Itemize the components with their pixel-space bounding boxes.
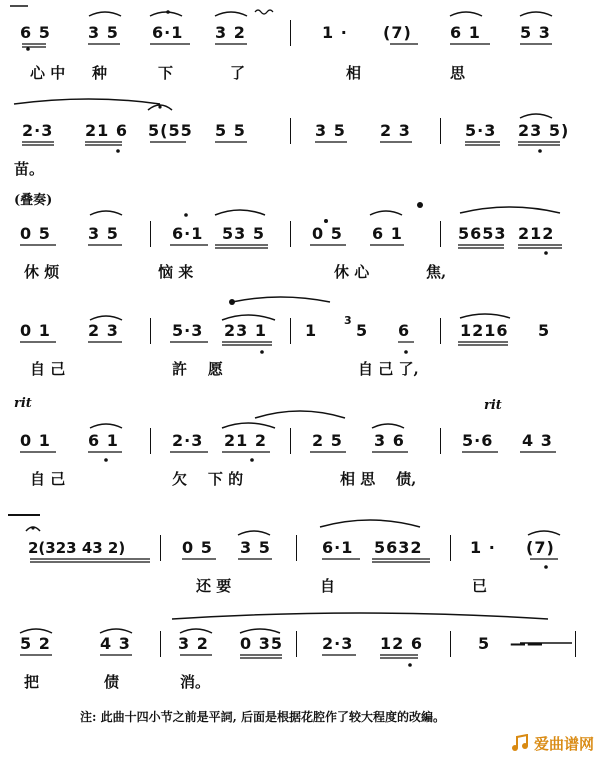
note-group: 6 1 bbox=[88, 431, 119, 450]
barline bbox=[290, 221, 291, 247]
lyric: 还 要 bbox=[196, 577, 232, 595]
note-group: 5·3 bbox=[465, 121, 497, 140]
section-label: (叠奏) bbox=[14, 193, 53, 208]
note-group: 3 5 bbox=[240, 538, 271, 557]
note-group: 3 5 bbox=[88, 224, 119, 243]
note-group: 0 1 bbox=[20, 321, 51, 340]
line-4-slurs bbox=[0, 290, 600, 390]
barline bbox=[290, 428, 291, 454]
barline bbox=[450, 535, 451, 561]
note-group: 4 3 bbox=[100, 634, 131, 653]
note-group: 2·3 bbox=[172, 431, 204, 450]
note-group: 21 6 bbox=[85, 121, 128, 140]
note-group: 5 —— bbox=[478, 634, 544, 653]
note-group: 6 bbox=[398, 321, 411, 340]
note-group: 5 bbox=[356, 321, 369, 340]
barline bbox=[160, 535, 161, 561]
note-group: 1 bbox=[305, 321, 318, 340]
note-group: 6·1 bbox=[152, 23, 184, 42]
lyric: 欠 下 的 bbox=[172, 470, 244, 488]
logo-text: 爱曲谱网 bbox=[533, 735, 594, 753]
note-group: 6·1 bbox=[172, 224, 204, 243]
note-group: 5 2 bbox=[20, 634, 51, 653]
lyric: 下 bbox=[158, 64, 174, 82]
note-group: (7) bbox=[383, 23, 412, 42]
barline bbox=[296, 631, 297, 657]
note-group: 3 5 bbox=[315, 121, 346, 140]
line-1-slurs bbox=[0, 0, 600, 90]
lyric: 心 中 bbox=[30, 64, 66, 82]
note-group: 5·6 bbox=[462, 431, 494, 450]
barline bbox=[440, 118, 441, 144]
barline bbox=[150, 318, 151, 344]
note-group: (7) bbox=[526, 538, 555, 557]
note-group: 6 1 bbox=[450, 23, 481, 42]
lyric: 相 bbox=[346, 64, 362, 82]
note-group: 0 5 bbox=[20, 224, 51, 243]
lyric: 了 bbox=[230, 64, 246, 82]
note-group: 5(55 bbox=[148, 121, 193, 140]
lyric: 許 愿 bbox=[172, 360, 223, 378]
lyric: 已 bbox=[472, 577, 488, 595]
barline bbox=[290, 20, 291, 46]
tempo-mark: rit bbox=[484, 398, 502, 413]
note-group: 1 · bbox=[470, 538, 496, 557]
note-group: 212 bbox=[518, 224, 555, 243]
note-group: 0 5 bbox=[182, 538, 213, 557]
lyric: 种 bbox=[92, 64, 108, 82]
note-group: 2 5 bbox=[312, 431, 343, 450]
note-group: 12 6 bbox=[380, 634, 423, 653]
grace-note: 3 bbox=[344, 314, 353, 327]
note-group: 1216 bbox=[460, 321, 509, 340]
note-group: 53 5 bbox=[222, 224, 265, 243]
note-group: 6 5 bbox=[20, 23, 51, 42]
barline bbox=[440, 318, 441, 344]
lyric: 自 bbox=[320, 577, 336, 595]
lyric: 自 己 bbox=[30, 470, 66, 488]
lyric: 苗。 bbox=[14, 160, 45, 178]
lyric: 自 己 了, bbox=[358, 360, 419, 378]
note-group: 0 35 bbox=[240, 634, 283, 653]
note-group: 2(323 43 2) bbox=[28, 539, 126, 557]
note-group: 2·3 bbox=[22, 121, 54, 140]
footnote: 注: 此曲十四小节之前是平詞, 后面是根据花腔作了较大程度的改編。 bbox=[80, 710, 445, 724]
lyric: 恼 来 bbox=[158, 263, 194, 281]
note-group: 6·1 bbox=[322, 538, 354, 557]
note-group: 5 3 bbox=[520, 23, 551, 42]
note-group: 3 5 bbox=[88, 23, 119, 42]
note-group: 0 1 bbox=[20, 431, 51, 450]
note-group: 2·3 bbox=[322, 634, 354, 653]
barline bbox=[150, 221, 151, 247]
lyric: 休 心 bbox=[334, 263, 370, 281]
barline bbox=[296, 535, 297, 561]
note-group: 21 2 bbox=[224, 431, 267, 450]
note-group: 1 · bbox=[322, 23, 348, 42]
lyric: 把 bbox=[24, 673, 40, 691]
note-group: 6 1 bbox=[372, 224, 403, 243]
note-group: 2 3 bbox=[88, 321, 119, 340]
note-group: 4 3 bbox=[522, 431, 553, 450]
lyric: 休 烦 bbox=[24, 263, 60, 281]
note-group: 5 bbox=[538, 321, 551, 340]
note-group: 2 3 bbox=[380, 121, 411, 140]
note-group: 23 1 bbox=[224, 321, 267, 340]
barline bbox=[290, 118, 291, 144]
lyric: 相 思 债, bbox=[340, 470, 417, 488]
barline bbox=[440, 221, 441, 247]
line-5-slurs bbox=[0, 400, 600, 500]
note-group: 23 5) bbox=[518, 121, 570, 140]
line-2-slurs bbox=[0, 96, 600, 186]
note-group: 5·3 bbox=[172, 321, 204, 340]
barline bbox=[150, 428, 151, 454]
note-group: 5653 bbox=[458, 224, 507, 243]
note-group: 3 6 bbox=[374, 431, 405, 450]
lyric: 焦, bbox=[426, 263, 447, 281]
lyric: 思 bbox=[450, 64, 466, 82]
note-group: 5 5 bbox=[215, 121, 246, 140]
barline bbox=[575, 631, 576, 657]
barline bbox=[440, 428, 441, 454]
note-group: 5632 bbox=[374, 538, 423, 557]
music-note-icon bbox=[511, 734, 531, 752]
note-group: 0 5 bbox=[312, 224, 343, 243]
lyric: 债 bbox=[104, 673, 120, 691]
barline bbox=[290, 318, 291, 344]
barline bbox=[160, 631, 161, 657]
note-group: 3 2 bbox=[215, 23, 246, 42]
site-logo bbox=[511, 733, 594, 754]
note-group: 3 2 bbox=[178, 634, 209, 653]
lyric: 消。 bbox=[180, 673, 211, 691]
lyric: 自 己 bbox=[30, 360, 66, 378]
barline bbox=[450, 631, 451, 657]
tempo-mark: rit bbox=[14, 396, 32, 411]
